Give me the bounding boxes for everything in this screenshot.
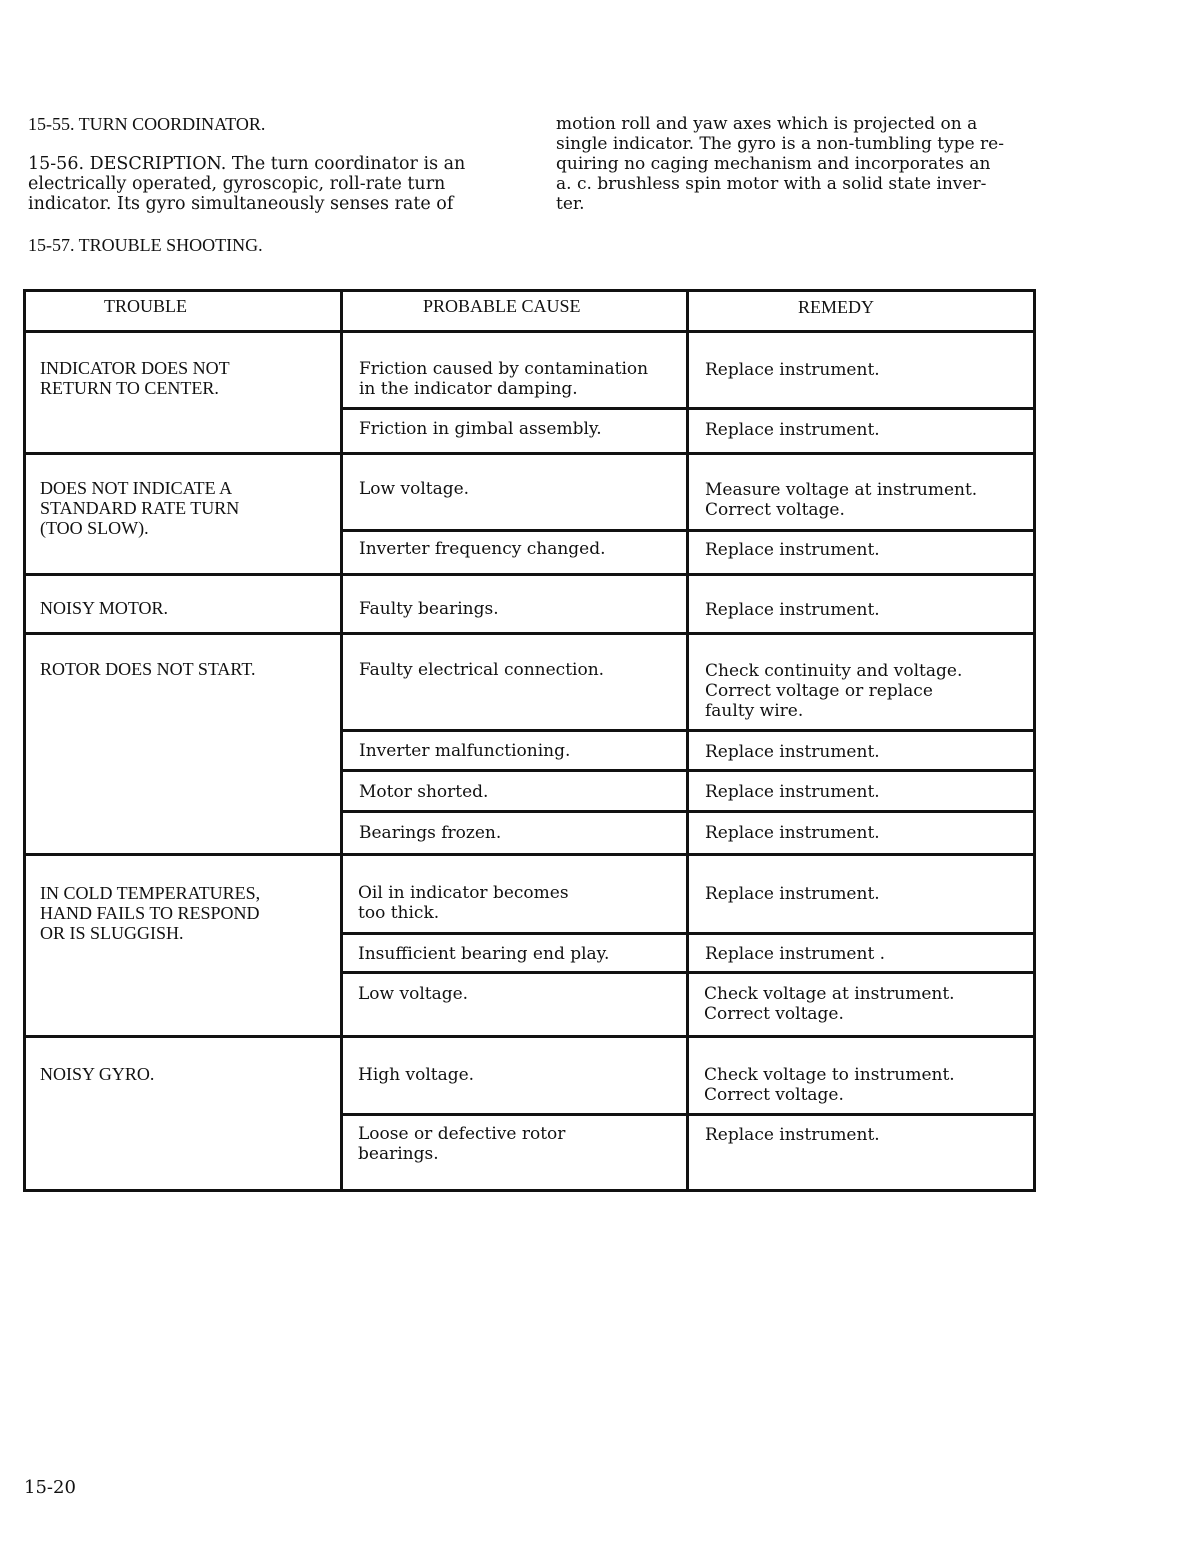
column-header-trouble: TROUBLE [104,296,187,316]
cause-cell: Inverter malfunctioning. [359,741,571,761]
section-15-57-heading: 15-57. TROUBLE SHOOTING. [28,235,263,255]
section-15-55-heading: 15-55. TURN COORDINATOR. [28,114,266,134]
table-border-right [1033,289,1036,1192]
cause-cell: Insufficient bearing end play. [358,944,610,964]
group-separator [23,452,1036,455]
cause-cell: Motor shorted. [359,782,489,802]
trouble-cell: NOISY MOTOR. [40,598,169,618]
row-separator [340,407,1036,410]
section-15-56-line-3: indicator. Its gyro simultaneously senses rate of [28,194,454,214]
row-separator [340,529,1036,532]
cause-cell: Bearings frozen. [359,823,502,843]
remedy-cell: Replace instrument . [705,944,886,964]
cause-cell: Friction in gimbal assembly. [359,419,602,439]
remedy-cell: Replace instrument. [705,360,880,380]
section-15-56-cont-line-4: a. c. brushless spin motor with a solid state inver- [556,174,987,194]
header-bottom-line [23,330,1036,333]
section-15-56-line-2: electrically operated, gyroscopic, roll-rate turn [28,174,446,194]
remedy-cell: Replace instrument. [705,600,880,620]
section-15-56-cont-line-2: single indicator. The gyro is a non-tumbling type re- [556,134,1004,154]
group-separator [23,853,1036,856]
cause-cell: Friction caused by contamination in the indicator damping. [359,359,649,399]
row-separator [340,769,1036,772]
remedy-cell: Check continuity and voltage. Correct voltage or replace faulty wire. [705,661,963,721]
table-border-top [23,289,1036,292]
row-separator [340,729,1036,732]
group-separator [23,573,1036,576]
table-border-bottom [23,1189,1036,1192]
group-separator [23,1035,1036,1038]
row-separator [340,1113,1036,1116]
remedy-cell: Check voltage at instrument. Correct voltage. [704,984,955,1024]
remedy-cell: Replace instrument. [705,1125,880,1145]
row-separator [340,971,1036,974]
row-separator [340,810,1036,813]
column-header-probable-cause: PROBABLE CAUSE [423,296,581,316]
cause-cell: Loose or defective rotor bearings. [358,1124,566,1164]
section-15-56-cont-line-5: ter. [556,194,585,214]
cause-cell: Faulty bearings. [359,599,499,619]
section-15-56-cont-line-1: motion roll and yaw axes which is projected on a [556,114,978,134]
column-header-remedy: REMEDY [798,297,874,317]
section-15-56-line-1: 15-56. DESCRIPTION. The turn coordinator is an [28,154,466,174]
remedy-cell: Replace instrument. [705,742,880,762]
remedy-cell: Replace instrument. [705,823,880,843]
trouble-cell: NOISY GYRO. [40,1064,155,1084]
remedy-cell: Check voltage to instrument. Correct voltage. [704,1065,955,1105]
cause-cell: High voltage. [358,1065,475,1085]
remedy-cell: Replace instrument. [705,782,880,802]
remedy-cell: Replace instrument. [705,540,880,560]
table-divider-1 [340,289,343,1192]
cause-cell: Low voltage. [359,479,470,499]
table-divider-2 [686,289,689,1192]
cause-cell: Faulty electrical connection. [359,660,605,680]
trouble-cell: IN COLD TEMPERATURES, HAND FAILS TO RESPOND OR IS SLUGGISH. [40,883,261,943]
group-separator [23,632,1036,635]
row-separator [340,932,1036,935]
remedy-cell: Measure voltage at instrument. Correct voltage. [705,480,978,520]
trouble-cell: ROTOR DOES NOT START. [40,659,256,679]
remedy-cell: Replace instrument. [705,420,880,440]
table-border-left [23,289,26,1192]
cause-cell: Inverter frequency changed. [359,539,606,559]
trouble-cell: DOES NOT INDICATE A STANDARD RATE TURN (TOO SLOW). [40,478,240,538]
cause-cell: Low voltage. [358,984,469,1004]
remedy-cell: Replace instrument. [705,884,880,904]
cause-cell: Oil in indicator becomes too thick. [358,883,569,923]
section-15-56-cont-line-3: quiring no caging mechanism and incorporates an [556,154,991,174]
trouble-cell: INDICATOR DOES NOT RETURN TO CENTER. [40,358,230,398]
page-number: 15-20 [24,1477,76,1498]
